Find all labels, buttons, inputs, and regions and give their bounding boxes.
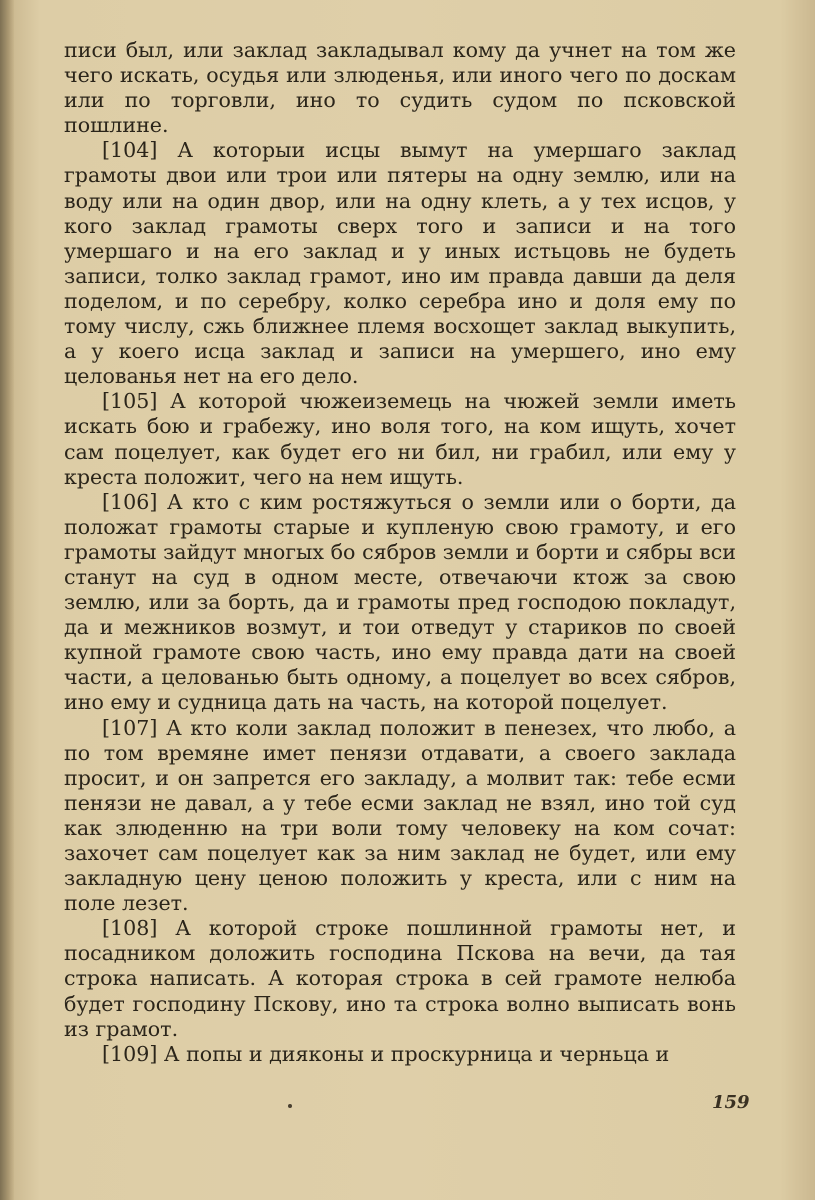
paragraph-107: [107] А кто коли заклад положит в пенезех, что любо, а по том времяне имет пенязи отдавати, а своего заклада просит, и он запрется его закладу, а молвит так: тебе есми пенязи не давал, а у тебе есми заклад не взял, ино той суд как злюденню на три воли тому человеку на ком сочат: захочет сам поцелует как за ним заклад не будет, или ему закладную цену ценою положить у креста, или с ним на поле лезет.	[64, 715, 736, 916]
page-text-block	[64, 38, 736, 1067]
book-spine-shadow	[0, 0, 14, 1200]
paragraph-109: [109] А попы и дияконы и проскурница и черньца и	[102, 1041, 670, 1066]
page-number: 159	[712, 1092, 750, 1113]
paragraph-108: [108] А которой строке пошлинной грамоты нет, и посадником доложить господина Пскова на вечи, да тая строка написать. А которая строка в сей грамоте нелюба будет господину Пскову, ино та строка волно выписать вонь из грамот.	[64, 916, 736, 1041]
paragraph-104: [104] А которыи исцы вымут на умершаго заклад грамоты двои или трои или пятеры на одну землю, или на воду или на один двор, или на одну клеть, а у тех исцов, у кого заклад грамоты сверх того и записи и на того умершаго и на его заклад и у иных истьцовь не будеть записи, толко заклад грамот, ино им правда давши да деля поделом, и по серебру, колко серебра ино и доля ему по тому числу, сжь ближнее племя восхощет заклад выкупить, а у коего исца заклад и записи на умершего, ино ему целованья нет на его дело.	[64, 138, 736, 389]
paragraph-continuation: писи был, или заклад закладывал кому да учнет на том же чего искать, осудья или злюденья, или иного чего по доскам или по торговли, ино то судить судом по псковской пошлине.	[64, 38, 736, 138]
paragraph-106: [106] А кто с ким ростяжуться о земли или о борти, да положат грамоты старые и купленую свою грамоту, и его грамоты зайдут многых бо сябров земли и борти и сябры вси станут на суд в одном месте, отвечаючи ктож за свою землю, или за борть, да и грамоты пред господою покладут, да и межников возмут, и тои отведут у стариков по своей купной грамоте свою часть, ино ему правда дати на своей части, а целованью быть одному, а поцелует во всех сябров, ино ему и судница дать на часть, на которой поцелует.	[64, 489, 736, 715]
paragraph-105: [105] А которой чюжеиземець на чюжей земли иметь искать бою и грабежу, ино воля того, на ком ищуть, хочет сам поцелует, как будет его ни бил, ни грабил, или ему у креста положит, чего на нем ищуть.	[64, 389, 736, 489]
print-dot-mark	[288, 1104, 292, 1108]
